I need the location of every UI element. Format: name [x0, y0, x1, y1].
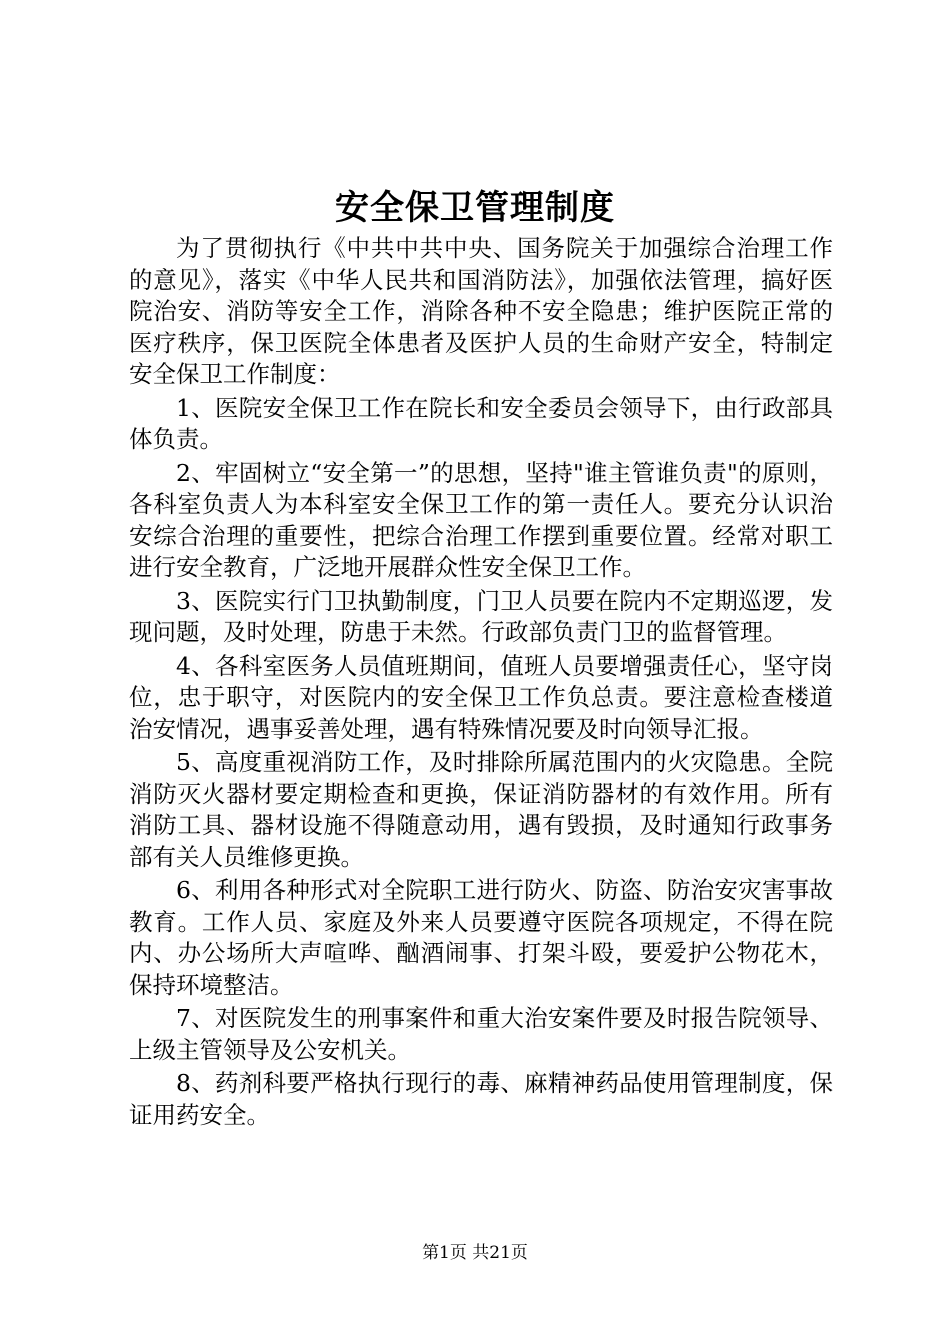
rule-item-1: 1、医院安全保卫工作在院长和安全委员会领导下，由行政部具体负责。 — [129, 393, 833, 453]
document-body — [129, 233, 833, 1131]
rule-item-7: 7、对医院发生的刑事案件和重大治安案件要及时报告院领导、上级主管领导及公安机关。 — [129, 1004, 833, 1064]
rule-item-6: 6、利用各种形式对全院职工进行防火、防盗、防治安灾害事故教育。工作人员、家庭及外来人员要遵守医院各项规定，不得在院内、办公场所大声喧哗、酗酒闹事、打架斗殴，要爱护公物花木，保持环境整洁。 — [129, 876, 833, 999]
document-title: 安全保卫管理制度 — [335, 188, 615, 228]
rule-item-4: 4、各科室医务人员值班期间，值班人员要增强责任心，坚守岗位，忠于职守，对医院内的安全保卫工作负总责。要注意检查楼道治安情况，遇事妥善处理，遇有特殊情况要及时向领导汇报。 — [129, 651, 833, 743]
rule-item-2: 2、牢固树立“安全第一”的思想，坚持"谁主管谁负责"的原则，各科室负责人为本科室安全保卫工作的第一责任人。要充分认识治安综合治理的重要性，把综合治理工作摆到重要位置。经常对职工进行安全教育，广泛地开展群众性安全保卫工作。 — [129, 458, 833, 581]
rule-item-5: 5、高度重视消防工作，及时排除所属范围内的火灾隐患。全院消防灭火器材要定期检查和更换，保证消防器材的有效作用。所有消防工具、器材设施不得随意动用，遇有毁损，及时通知行政事务部有关人员维修更换。 — [129, 748, 833, 871]
page-footer: 第1页 共21页 — [422, 1243, 528, 1263]
rule-item-8: 8、药剂科要严格执行现行的毒、麻精神药品使用管理制度，保证用药安全。 — [129, 1069, 833, 1129]
rule-item-3: 3、医院实行门卫执勤制度，门卫人员要在院内不定期巡逻，发现问题，及时处理，防患于未然。行政部负责门卫的监督管理。 — [129, 586, 833, 646]
intro-paragraph: 为了贯彻执行《中共中共中央、国务院关于加强综合治理工作的意见》，落实《中华人民共和国消防法》，加强依法管理，搞好医院治安、消防等安全工作，消除各种不安全隐患；维护医院正常的医疗秩序，保卫医院全体患者及医护人员的生命财产安全，特制定安全保卫工作制度： — [129, 234, 833, 388]
